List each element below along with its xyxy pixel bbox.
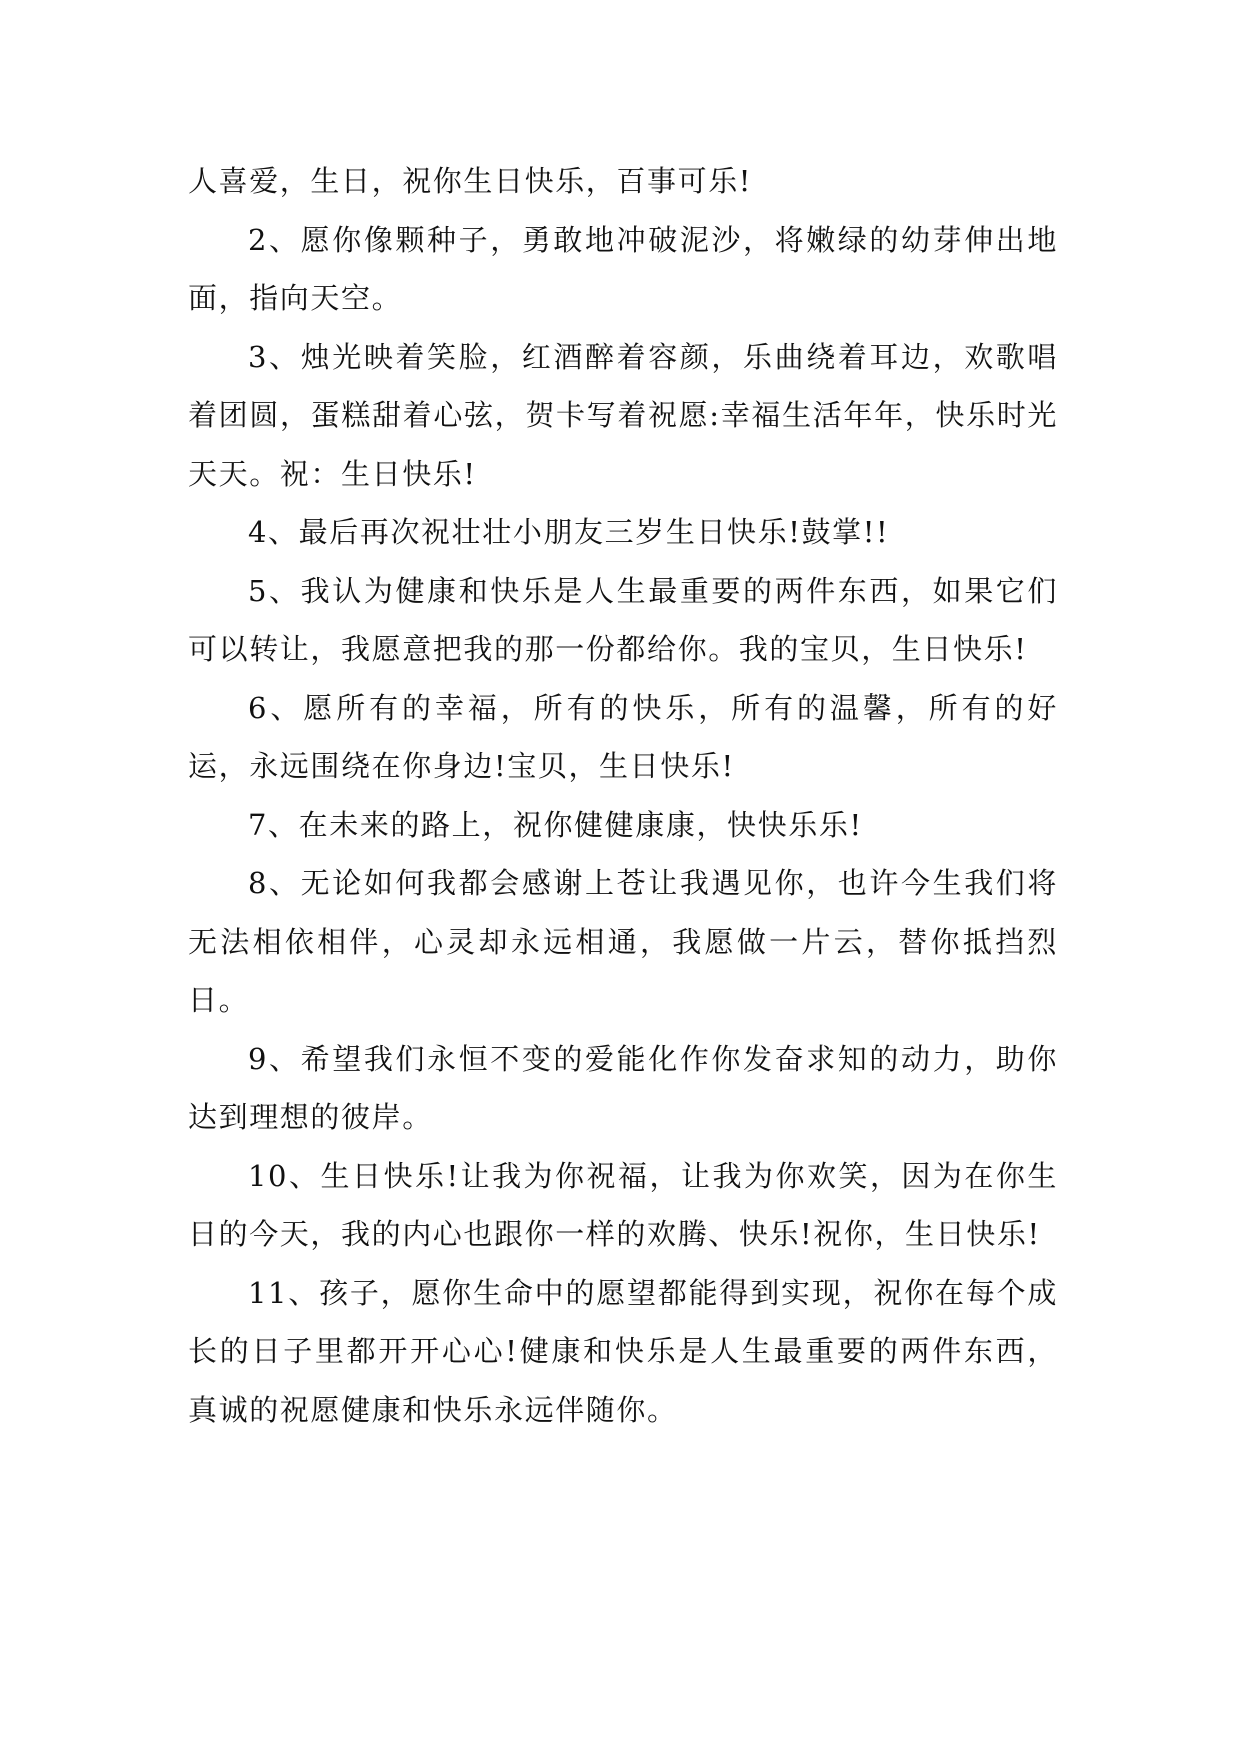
paragraph-wish-8: 8、无论如何我都会感谢上苍让我遇见你，也许今生我们将无法相依相伴，心灵却永远相通，我愿做一片云，替你抵挡烈日。 [188,866,1058,1017]
paragraph-continuation: 人喜爱，生日，祝你生日快乐，百事可乐! [188,164,753,198]
paragraph-wish-5: 5、我认为健康和快乐是人生最重要的两件东西，如果它们可以转让，我愿意把我的那一份都给你。我的宝贝，生日快乐! [188,573,1058,666]
paragraph-wish-6: 6、愿所有的幸福，所有的快乐，所有的温馨，所有的好运，永远围绕在你身边!宝贝，生日快乐! [188,690,1058,783]
paragraph-wish-10: 10、生日快乐!让我为你祝福，让我为你欢笑，因为在你生日的今天，我的内心也跟你一样的欢腾、快乐!祝你，生日快乐! [188,1158,1058,1251]
paragraph-wish-9: 9、希望我们永恒不变的爱能化作你发奋求知的动力，助你达到理想的彼岸。 [188,1041,1058,1134]
paragraph-wish-7: 7、在未来的路上，祝你健健康康，快快乐乐! [248,807,863,842]
document-body [188,152,1058,1439]
paragraph-wish-3: 3、烛光映着笑脸，红酒醉着容颜，乐曲绕着耳边，欢歌唱着团圆，蛋糕甜着心弦，贺卡写着祝愿:幸福生活年年，快乐时光天天。祝：生日快乐! [188,339,1058,491]
paragraph-wish-4: 4、最后再次祝壮壮小朋友三岁生日快乐!鼓掌!! [248,515,890,549]
paragraph-wish-2: 2、愿你像颗种子，勇敢地冲破泥沙，将嫩绿的幼芽伸出地面，指向天空。 [188,222,1058,315]
paragraph-wish-11: 11、孩子，愿你生命中的愿望都能得到实现，祝你在每个成长的日子里都开开心心!健康和快乐是人生最重要的两件东西，真诚的祝愿健康和快乐永远伴随你。 [188,1275,1058,1427]
